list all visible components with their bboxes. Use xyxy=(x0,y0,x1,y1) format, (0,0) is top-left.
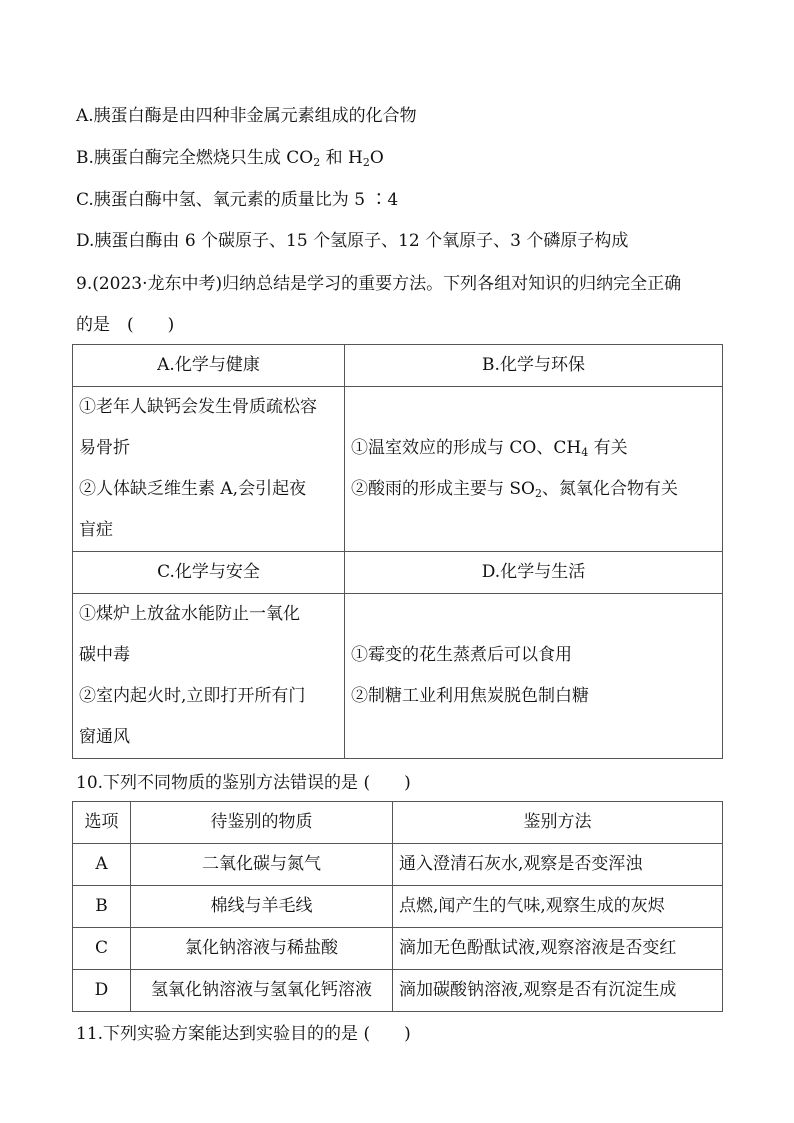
option-a: A.胰蛋白酶是由四种非金属元素组成的化合物 xyxy=(76,106,417,126)
cell-b-item2 xyxy=(351,469,716,510)
option-b-text: 和 H xyxy=(320,148,363,168)
cell-c-item1-line2: 碳中毒 xyxy=(79,645,130,665)
question-9-table xyxy=(72,344,723,759)
cell-c-item2-line2: 窗通风 xyxy=(79,727,130,747)
cell-b-head: B.化学与环保 xyxy=(345,345,723,387)
cell-a-head: A.化学与健康 xyxy=(73,345,345,387)
row-substances: 氢氧化钠溶液与氢氧化钙溶液 xyxy=(131,970,393,1012)
question-10-table xyxy=(72,801,723,1012)
cell-b-item1 xyxy=(351,428,716,469)
header-substances: 待鉴别的物质 xyxy=(131,802,393,844)
cell-b-item1-subscript: 4 xyxy=(581,446,589,459)
option-b xyxy=(76,146,384,170)
question-9-stem-line1: 9.(2023·龙东中考)归纳总结是学习的重要方法。下列各组对知识的归纳完全正确 xyxy=(76,274,682,294)
row-method: 通入澄清石灰水,观察是否变浑浊 xyxy=(393,844,723,886)
cell-d-item2: ②制糖工业利用焦炭脱色制白糖 xyxy=(351,686,589,706)
row-method: 滴加无色酚酞试液,观察溶液是否变红 xyxy=(393,928,723,970)
question-11-stem: 11.下列实验方案能达到实验目的的是 ( ) xyxy=(76,1024,411,1044)
row-option: C xyxy=(73,928,131,970)
header-option: 选项 xyxy=(73,802,131,844)
cell-b-item2-text: 、氮氧化合物有关 xyxy=(542,479,678,499)
cell-d-head: D.化学与生活 xyxy=(345,552,723,594)
cell-a-item2-line2: 盲症 xyxy=(79,520,113,540)
cell-b-body xyxy=(345,387,723,552)
cell-b-item1-text: ①温室效应的形成与 CO、CH xyxy=(351,438,582,458)
cell-b-item2-subscript: 2 xyxy=(535,487,542,500)
cell-c-item2-line1: ②室内起火时,立即打开所有门 xyxy=(79,686,306,706)
cell-b-item2-text: ②酸雨的形成主要与 SO xyxy=(351,479,535,499)
question-9-stem-line2: 的是 ( ) xyxy=(76,315,175,335)
row-option: D xyxy=(73,970,131,1012)
table-row xyxy=(73,886,723,928)
table-header-row xyxy=(73,802,723,844)
cell-d-item1: ①霉变的花生蒸煮后可以食用 xyxy=(351,645,572,665)
row-substances: 棉线与羊毛线 xyxy=(131,886,393,928)
cell-b-item1-text: 有关 xyxy=(588,438,628,458)
row-method: 滴加碳酸钠溶液,观察是否有沉淀生成 xyxy=(393,970,723,1012)
cell-a-item1-line1: ①老年人缺钙会发生骨质疏松容 xyxy=(79,397,317,417)
option-c: C.胰蛋白酶中氢、氧元素的质量比为 5 ∶4 xyxy=(76,190,399,210)
row-method: 点燃,闻产生的气味,观察生成的灰烬 xyxy=(393,886,723,928)
table-row xyxy=(73,970,723,1012)
option-b-subscript: 2 xyxy=(313,156,321,169)
cell-c-body xyxy=(73,594,345,759)
row-option: B xyxy=(73,886,131,928)
table-row xyxy=(73,844,723,886)
option-b-text: B.胰蛋白酶完全燃烧只生成 CO xyxy=(76,148,314,168)
row-substances: 氯化钠溶液与稀盐酸 xyxy=(131,928,393,970)
row-option: A xyxy=(73,844,131,886)
option-b-subscript: 2 xyxy=(362,156,370,169)
cell-a-body xyxy=(73,387,345,552)
cell-d-body xyxy=(345,594,723,759)
table-row xyxy=(73,928,723,970)
question-10-stem: 10.下列不同物质的鉴别方法错误的是 ( ) xyxy=(76,773,411,793)
option-d: D.胰蛋白酶由 6 个碳原子、15 个氢原子、12 个氧原子、3 个磷原子构成 xyxy=(76,231,629,251)
cell-c-item1-line1: ①煤炉上放盆水能防止一氧化 xyxy=(79,604,300,624)
header-method: 鉴别方法 xyxy=(393,802,723,844)
cell-a-item1-line2: 易骨折 xyxy=(79,438,130,458)
option-b-text: O xyxy=(369,148,384,168)
row-substances: 二氧化碳与氮气 xyxy=(131,844,393,886)
cell-a-item2-line1: ②人体缺乏维生素 A,会引起夜 xyxy=(79,479,307,499)
cell-c-head: C.化学与安全 xyxy=(73,552,345,594)
